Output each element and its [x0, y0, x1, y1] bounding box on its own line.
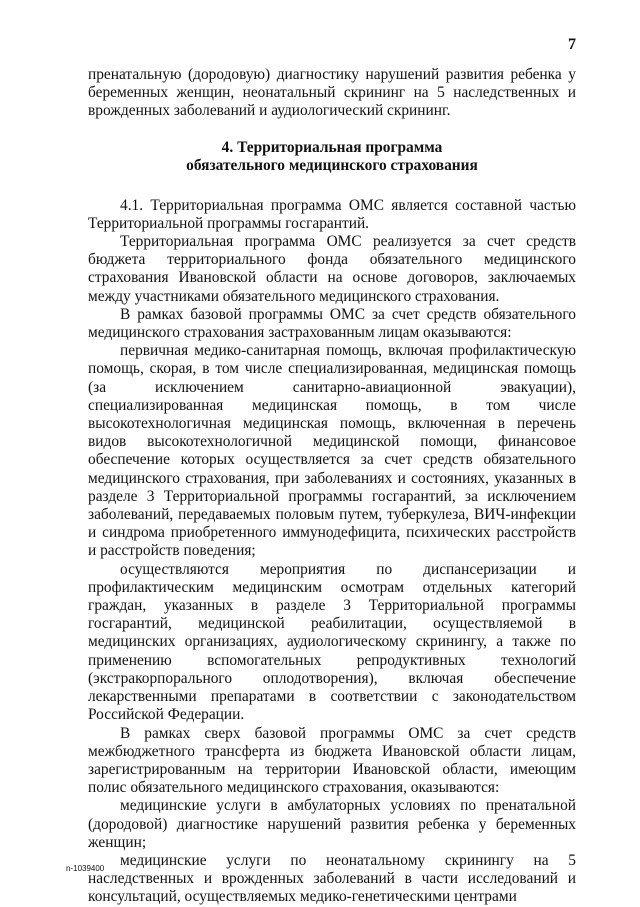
paragraph-screening-measures: осуществляются мероприятия по диспансеризации и профилактическим медицинским осмотрам отдельных категорий граждан, указанных в разделе 3 Территориальной программы госгарантий, медицинской реабилитации, осуществляемой в медицинских организациях, аудиологическому скринингу, а также по применению вспомогательных репродуктивных технологий (экстракорпорального оплодотворения), включая обеспечение лекарственными препаратами в соответствии с законодательством Российской Федерации. [88, 560, 576, 724]
footer-document-code: n-1039400 [66, 864, 105, 873]
document-body [88, 66, 576, 907]
paragraph-4-1: 4.1. Территориальная программа ОМС является составной частью Территориальной программы госгарантий. [88, 196, 576, 232]
paragraph-primary-care: первичная медико-санитарная помощь, включая профилактическую помощь, скорая, в том числе специализированная, медицинская помощь (за исключением санитарно-авиационной эвакуации), специализированная медицинская помощь, в том числе высокотехнологичная медицинская помощь, включенная в перечень видов высокотехнологичной медицинской помощи, финансовое обеспечение которых осуществляется за счет средств обязательного медицинского страхования, при заболеваниях и состояниях, указанных в разделе 3 Территориальной программы госгарантий, за исключением заболеваний, передаваемых половым путем, туберкулеза, ВИЧ-инфекции и синдрома приобретенного иммунодефицита, психических расстройств и расстройств поведения; [88, 342, 576, 560]
paragraph-prenatal-services: медицинские услуги в амбулаторных условиях по пренатальной (дородовой) диагностике нарушений развития ребенка у беременных женщин; [88, 797, 576, 851]
paragraph-basic-program: В рамках базовой программы ОМС за счет средств обязательного медицинского страхования застрахованным лицам оказываются: [88, 305, 576, 342]
page-number: 7 [568, 36, 576, 53]
paragraph-neonatal-services: медицинские услуги по неонатальному скринингу на 5 наследственных и врожденных заболеваний в части исследований и консультаций, осуществляемых медико-генетическими центрами [88, 851, 576, 906]
paragraph-extra-program: В рамках сверх базовой программы ОМС за счет средств межбюджетного трансферта из бюджета Ивановской области лицам, зарегистрированным на территории Ивановской области, имеющим полис обязательного медицинского страхования, оказываются: [88, 724, 576, 797]
section-heading [88, 139, 576, 175]
section-heading-line-1: 4. Территориальная программа [221, 138, 443, 156]
paragraph-funding: Территориальная программа ОМС реализуется за счет средств бюджета территориального фонда обязательного медицинского страхования Ивановской области на основе договоров, заключаемых между участниками обязательного медицинского страхования. [88, 233, 576, 305]
carryover-paragraph: пренатальную (дородовую) диагностику нарушений развития ребенка у беременных женщин, неонатальный скрининг на 5 наследственных и врожденных заболеваний и аудиологический скрининг. [88, 66, 576, 120]
section-heading-line-2: обязательного медицинского страхования [186, 156, 478, 174]
